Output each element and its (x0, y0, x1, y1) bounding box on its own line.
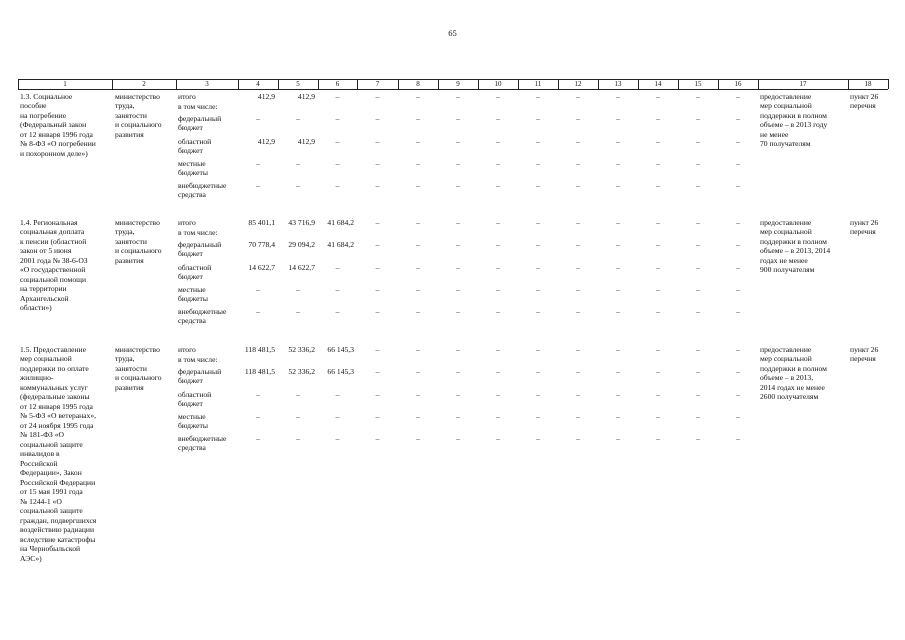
empty-value-dash: – (416, 263, 420, 272)
empty-value-dash: – (576, 159, 580, 168)
empty-value-dash: – (296, 434, 300, 443)
empty-value-dash: – (656, 367, 660, 376)
funding-source-label: областной бюджет (178, 263, 212, 282)
funding-source-label: местные бюджеты (178, 159, 208, 178)
empty-value-dash: – (375, 181, 380, 190)
funding-source-label: в том числе: (178, 102, 218, 111)
empty-value-dash: – (496, 137, 500, 146)
column-number: 6 (335, 80, 340, 88)
empty-value-dash: – (696, 92, 700, 101)
funding-source-label: федеральный бюджет (178, 240, 222, 259)
page-number: 65 (448, 28, 457, 38)
empty-value-dash: – (456, 181, 460, 190)
empty-value-dash: – (375, 412, 380, 421)
empty-value-dash: – (576, 114, 580, 123)
empty-value-dash: – (416, 114, 420, 123)
column-number: 11 (534, 80, 542, 88)
executor: министерство труда, занятости и социального развития (115, 345, 162, 392)
column-number: 12 (574, 80, 582, 88)
empty-value-dash: – (656, 434, 660, 443)
empty-value-dash: – (375, 263, 380, 272)
empty-value-dash: – (616, 263, 620, 272)
funding-value: 412,9 (257, 92, 275, 101)
measure-name: 1.3. Социальное пособие на погребение (Федеральный закон от 12 января 1996 года № 8-ФЗ «О погребении и похоронном деле») (20, 92, 96, 158)
empty-value-dash: – (375, 307, 380, 316)
empty-value-dash: – (256, 285, 260, 294)
funding-value: 412,9 (257, 137, 275, 146)
empty-value-dash: – (416, 434, 420, 443)
funding-value: 85 401,1 (248, 218, 275, 227)
funding-source-label: итого (178, 218, 196, 227)
empty-value-dash: – (256, 159, 260, 168)
empty-value-dash: – (616, 367, 620, 376)
empty-value-dash: – (736, 263, 740, 272)
funding-source-label: итого (178, 345, 196, 354)
empty-value-dash: – (656, 159, 660, 168)
empty-value-dash: – (375, 367, 380, 376)
empty-value-dash: – (736, 181, 740, 190)
empty-value-dash: – (456, 240, 460, 249)
empty-value-dash: – (656, 181, 660, 190)
empty-value-dash: – (736, 285, 740, 294)
empty-value-dash: – (656, 345, 660, 354)
empty-value-dash: – (375, 240, 380, 249)
empty-value-dash: – (616, 434, 620, 443)
funding-value: 412,9 (297, 92, 315, 101)
funding-value: 41 684,2 (327, 240, 354, 249)
empty-value-dash: – (296, 181, 300, 190)
empty-value-dash: – (656, 92, 660, 101)
funding-value: – (296, 390, 300, 399)
empty-value-dash: – (576, 181, 580, 190)
empty-value-dash: – (736, 412, 740, 421)
empty-value-dash: – (656, 114, 660, 123)
funding-value: 14 622,7 (288, 263, 315, 272)
funding-value: – (256, 114, 260, 123)
funding-source-label: внебюджетные средства (178, 181, 227, 200)
reference: пункт 26 перечня (850, 92, 879, 111)
empty-value-dash: – (696, 412, 700, 421)
empty-value-dash: – (536, 240, 540, 249)
empty-value-dash: – (375, 92, 380, 101)
empty-value-dash: – (335, 263, 340, 272)
empty-value-dash: – (616, 114, 620, 123)
table-rule (888, 79, 889, 89)
empty-value-dash: – (696, 240, 700, 249)
empty-value-dash: – (696, 285, 700, 294)
empty-value-dash: – (536, 345, 540, 354)
empty-value-dash: – (616, 345, 620, 354)
empty-value-dash: – (736, 114, 740, 123)
funding-value: 66 145,3 (327, 345, 354, 354)
empty-value-dash: – (696, 345, 700, 354)
column-number: 7 (375, 80, 380, 88)
empty-value-dash: – (496, 218, 500, 227)
empty-value-dash: – (696, 307, 700, 316)
funding-source-label: федеральный бюджет (178, 367, 222, 386)
empty-value-dash: – (616, 307, 620, 316)
empty-value-dash: – (496, 367, 500, 376)
empty-value-dash: – (576, 345, 580, 354)
empty-value-dash: – (496, 114, 500, 123)
empty-value-dash: – (256, 307, 260, 316)
column-number: 10 (494, 80, 502, 88)
column-number: 18 (864, 80, 872, 88)
empty-value-dash: – (496, 434, 500, 443)
empty-value-dash: – (536, 263, 540, 272)
measure-name: 1.4. Региональная социальная доплата к пенсии (областной закон от 5 июня 2001 года № 38-6-ОЗ «О государственной социальной помощи на территории Архангельской области») (20, 218, 88, 313)
empty-value-dash: – (536, 412, 540, 421)
empty-value-dash: – (656, 307, 660, 316)
funding-source-label: внебюджетные средства (178, 307, 227, 326)
funding-source-label: внебюджетные средства (178, 434, 227, 453)
empty-value-dash: – (456, 434, 460, 443)
empty-value-dash: – (375, 390, 380, 399)
empty-value-dash: – (696, 137, 700, 146)
empty-value-dash: – (576, 240, 580, 249)
empty-value-dash: – (456, 92, 460, 101)
column-number: 3 (205, 80, 209, 88)
empty-value-dash: – (736, 345, 740, 354)
funding-source-label: федеральный бюджет (178, 114, 222, 133)
empty-value-dash: – (576, 367, 580, 376)
reference: пункт 26 перечня (850, 218, 879, 237)
empty-value-dash: – (656, 218, 660, 227)
empty-value-dash: – (256, 434, 260, 443)
funding-source-label: в том числе: (178, 228, 218, 237)
empty-value-dash: – (456, 307, 460, 316)
empty-value-dash: – (496, 92, 500, 101)
empty-value-dash: – (536, 390, 540, 399)
empty-value-dash: – (416, 285, 420, 294)
empty-value-dash: – (576, 285, 580, 294)
column-number: 8 (416, 80, 420, 88)
empty-value-dash: – (736, 434, 740, 443)
column-number: 15 (694, 80, 702, 88)
empty-value-dash: – (456, 218, 460, 227)
empty-value-dash: – (616, 159, 620, 168)
empty-value-dash: – (335, 92, 340, 101)
empty-value-dash: – (416, 345, 420, 354)
empty-value-dash: – (456, 137, 460, 146)
empty-value-dash: – (656, 137, 660, 146)
empty-value-dash: – (416, 390, 420, 399)
empty-value-dash: – (335, 412, 340, 421)
empty-value-dash: – (416, 137, 420, 146)
empty-value-dash: – (696, 181, 700, 190)
empty-value-dash: – (536, 159, 540, 168)
empty-value-dash: – (736, 367, 740, 376)
empty-value-dash: – (536, 114, 540, 123)
empty-value-dash: – (576, 92, 580, 101)
empty-value-dash: – (536, 137, 540, 146)
funding-value: 412,9 (297, 137, 315, 146)
empty-value-dash: – (375, 285, 380, 294)
empty-value-dash: – (335, 181, 340, 190)
funding-value: 29 094,2 (288, 240, 315, 249)
empty-value-dash: – (536, 307, 540, 316)
column-number: 4 (256, 80, 260, 88)
empty-value-dash: – (616, 285, 620, 294)
empty-value-dash: – (736, 307, 740, 316)
funding-value: 118 481,5 (244, 345, 275, 354)
empty-value-dash: – (416, 367, 420, 376)
empty-value-dash: – (456, 345, 460, 354)
funding-source-label: местные бюджеты (178, 412, 208, 431)
empty-value-dash: – (456, 367, 460, 376)
empty-value-dash: – (616, 181, 620, 190)
empty-value-dash: – (576, 218, 580, 227)
empty-value-dash: – (736, 159, 740, 168)
empty-value-dash: – (576, 434, 580, 443)
column-number: 1 (63, 80, 67, 88)
executor: министерство труда, занятости и социального развития (115, 92, 162, 139)
empty-value-dash: – (576, 390, 580, 399)
empty-value-dash: – (736, 218, 740, 227)
funding-source-label: в том числе: (178, 355, 218, 364)
funding-value: 70 778,4 (248, 240, 275, 249)
expected-result: предоставление мер социальной поддержки в полном объеме – в 2013, 2014 годах не менее 900 получателям (760, 218, 831, 275)
empty-value-dash: – (375, 218, 380, 227)
empty-value-dash: – (496, 263, 500, 272)
empty-value-dash: – (536, 218, 540, 227)
empty-value-dash: – (696, 263, 700, 272)
empty-value-dash: – (656, 263, 660, 272)
empty-value-dash: – (416, 159, 420, 168)
funding-source-label: областной бюджет (178, 390, 212, 409)
empty-value-dash: – (456, 390, 460, 399)
empty-value-dash: – (536, 92, 540, 101)
column-number: 9 (456, 80, 460, 88)
funding-value: – (256, 390, 260, 399)
column-number: 16 (734, 80, 742, 88)
funding-source-label: местные бюджеты (178, 285, 208, 304)
funding-value: – (296, 114, 300, 123)
empty-value-dash: – (736, 240, 740, 249)
empty-value-dash: – (335, 137, 340, 146)
empty-value-dash: – (576, 263, 580, 272)
empty-value-dash: – (616, 240, 620, 249)
funding-value: 52 336,2 (288, 367, 315, 376)
empty-value-dash: – (736, 92, 740, 101)
empty-value-dash: – (616, 390, 620, 399)
empty-value-dash: – (496, 390, 500, 399)
empty-value-dash: – (335, 390, 340, 399)
empty-value-dash: – (296, 307, 300, 316)
empty-value-dash: – (496, 285, 500, 294)
empty-value-dash: – (616, 218, 620, 227)
empty-value-dash: – (696, 434, 700, 443)
empty-value-dash: – (696, 218, 700, 227)
empty-value-dash: – (416, 412, 420, 421)
empty-value-dash: – (696, 390, 700, 399)
empty-value-dash: – (656, 412, 660, 421)
empty-value-dash: – (496, 240, 500, 249)
empty-value-dash: – (656, 240, 660, 249)
empty-value-dash: – (375, 114, 380, 123)
empty-value-dash: – (296, 412, 300, 421)
empty-value-dash: – (375, 345, 380, 354)
empty-value-dash: – (496, 412, 500, 421)
empty-value-dash: – (335, 114, 340, 123)
funding-value: 52 336,2 (288, 345, 315, 354)
empty-value-dash: – (296, 285, 300, 294)
empty-value-dash: – (496, 159, 500, 168)
empty-value-dash: – (375, 434, 380, 443)
table-rule (18, 89, 888, 90)
empty-value-dash: – (536, 434, 540, 443)
funding-value: 66 145,3 (327, 367, 354, 376)
funding-source-label: областной бюджет (178, 137, 212, 156)
empty-value-dash: – (416, 307, 420, 316)
empty-value-dash: – (616, 92, 620, 101)
funding-value: 118 481,5 (244, 367, 275, 376)
empty-value-dash: – (656, 285, 660, 294)
empty-value-dash: – (496, 307, 500, 316)
funding-value: 41 684,2 (327, 218, 354, 227)
empty-value-dash: – (256, 181, 260, 190)
empty-value-dash: – (736, 137, 740, 146)
empty-value-dash: – (456, 412, 460, 421)
executor: министерство труда, занятости и социального развития (115, 218, 162, 265)
empty-value-dash: – (456, 285, 460, 294)
expected-result: предоставление мер социальной поддержки в полном объеме – в 2013, 2014 годах не менее 2600 получателям (760, 345, 827, 402)
funding-source-label: итого (178, 92, 196, 101)
empty-value-dash: – (335, 307, 340, 316)
column-number: 2 (142, 80, 146, 88)
empty-value-dash: – (576, 307, 580, 316)
empty-value-dash: – (736, 390, 740, 399)
empty-value-dash: – (536, 367, 540, 376)
empty-value-dash: – (335, 285, 340, 294)
measure-name: 1.5. Предоставление мер социальной поддержки по оплате жилищно- коммунальных услуг (федеральные законы от 12 января 1995 года № 5-ФЗ «О ветеранах», от 24 ноября 1995 года № 181-ФЗ «О социальной защите инвалидов в Российской Федерации», Закон Российской Федерации от 15 мая 1991 года № 1244-1 «О социальной защите граждан, подвергшихся воздействию радиации вследствие катастрофы на Чернобыльской АЭС») (20, 345, 97, 563)
empty-value-dash: – (456, 159, 460, 168)
funding-value: 43 716,9 (288, 218, 315, 227)
empty-value-dash: – (696, 159, 700, 168)
empty-value-dash: – (576, 137, 580, 146)
empty-value-dash: – (536, 285, 540, 294)
reference: пункт 26 перечня (850, 345, 879, 364)
empty-value-dash: – (256, 412, 260, 421)
column-number: 13 (614, 80, 622, 88)
expected-result: предоставление мер социальной поддержки в полном объеме – в 2013 году не менее 70 получателям (760, 92, 828, 149)
empty-value-dash: – (456, 263, 460, 272)
funding-value: 14 622,7 (248, 263, 275, 272)
column-number: 17 (799, 80, 807, 88)
empty-value-dash: – (296, 159, 300, 168)
empty-value-dash: – (335, 159, 340, 168)
empty-value-dash: – (416, 181, 420, 190)
empty-value-dash: – (616, 137, 620, 146)
empty-value-dash: – (656, 390, 660, 399)
empty-value-dash: – (696, 367, 700, 376)
empty-value-dash: – (696, 114, 700, 123)
empty-value-dash: – (536, 181, 540, 190)
empty-value-dash: – (616, 412, 620, 421)
empty-value-dash: – (375, 137, 380, 146)
column-number: 14 (654, 80, 662, 88)
empty-value-dash: – (576, 412, 580, 421)
empty-value-dash: – (416, 92, 420, 101)
empty-value-dash: – (456, 114, 460, 123)
empty-value-dash: – (335, 434, 340, 443)
empty-value-dash: – (496, 181, 500, 190)
column-number: 5 (296, 80, 300, 88)
empty-value-dash: – (375, 159, 380, 168)
empty-value-dash: – (416, 240, 420, 249)
empty-value-dash: – (496, 345, 500, 354)
empty-value-dash: – (416, 218, 420, 227)
